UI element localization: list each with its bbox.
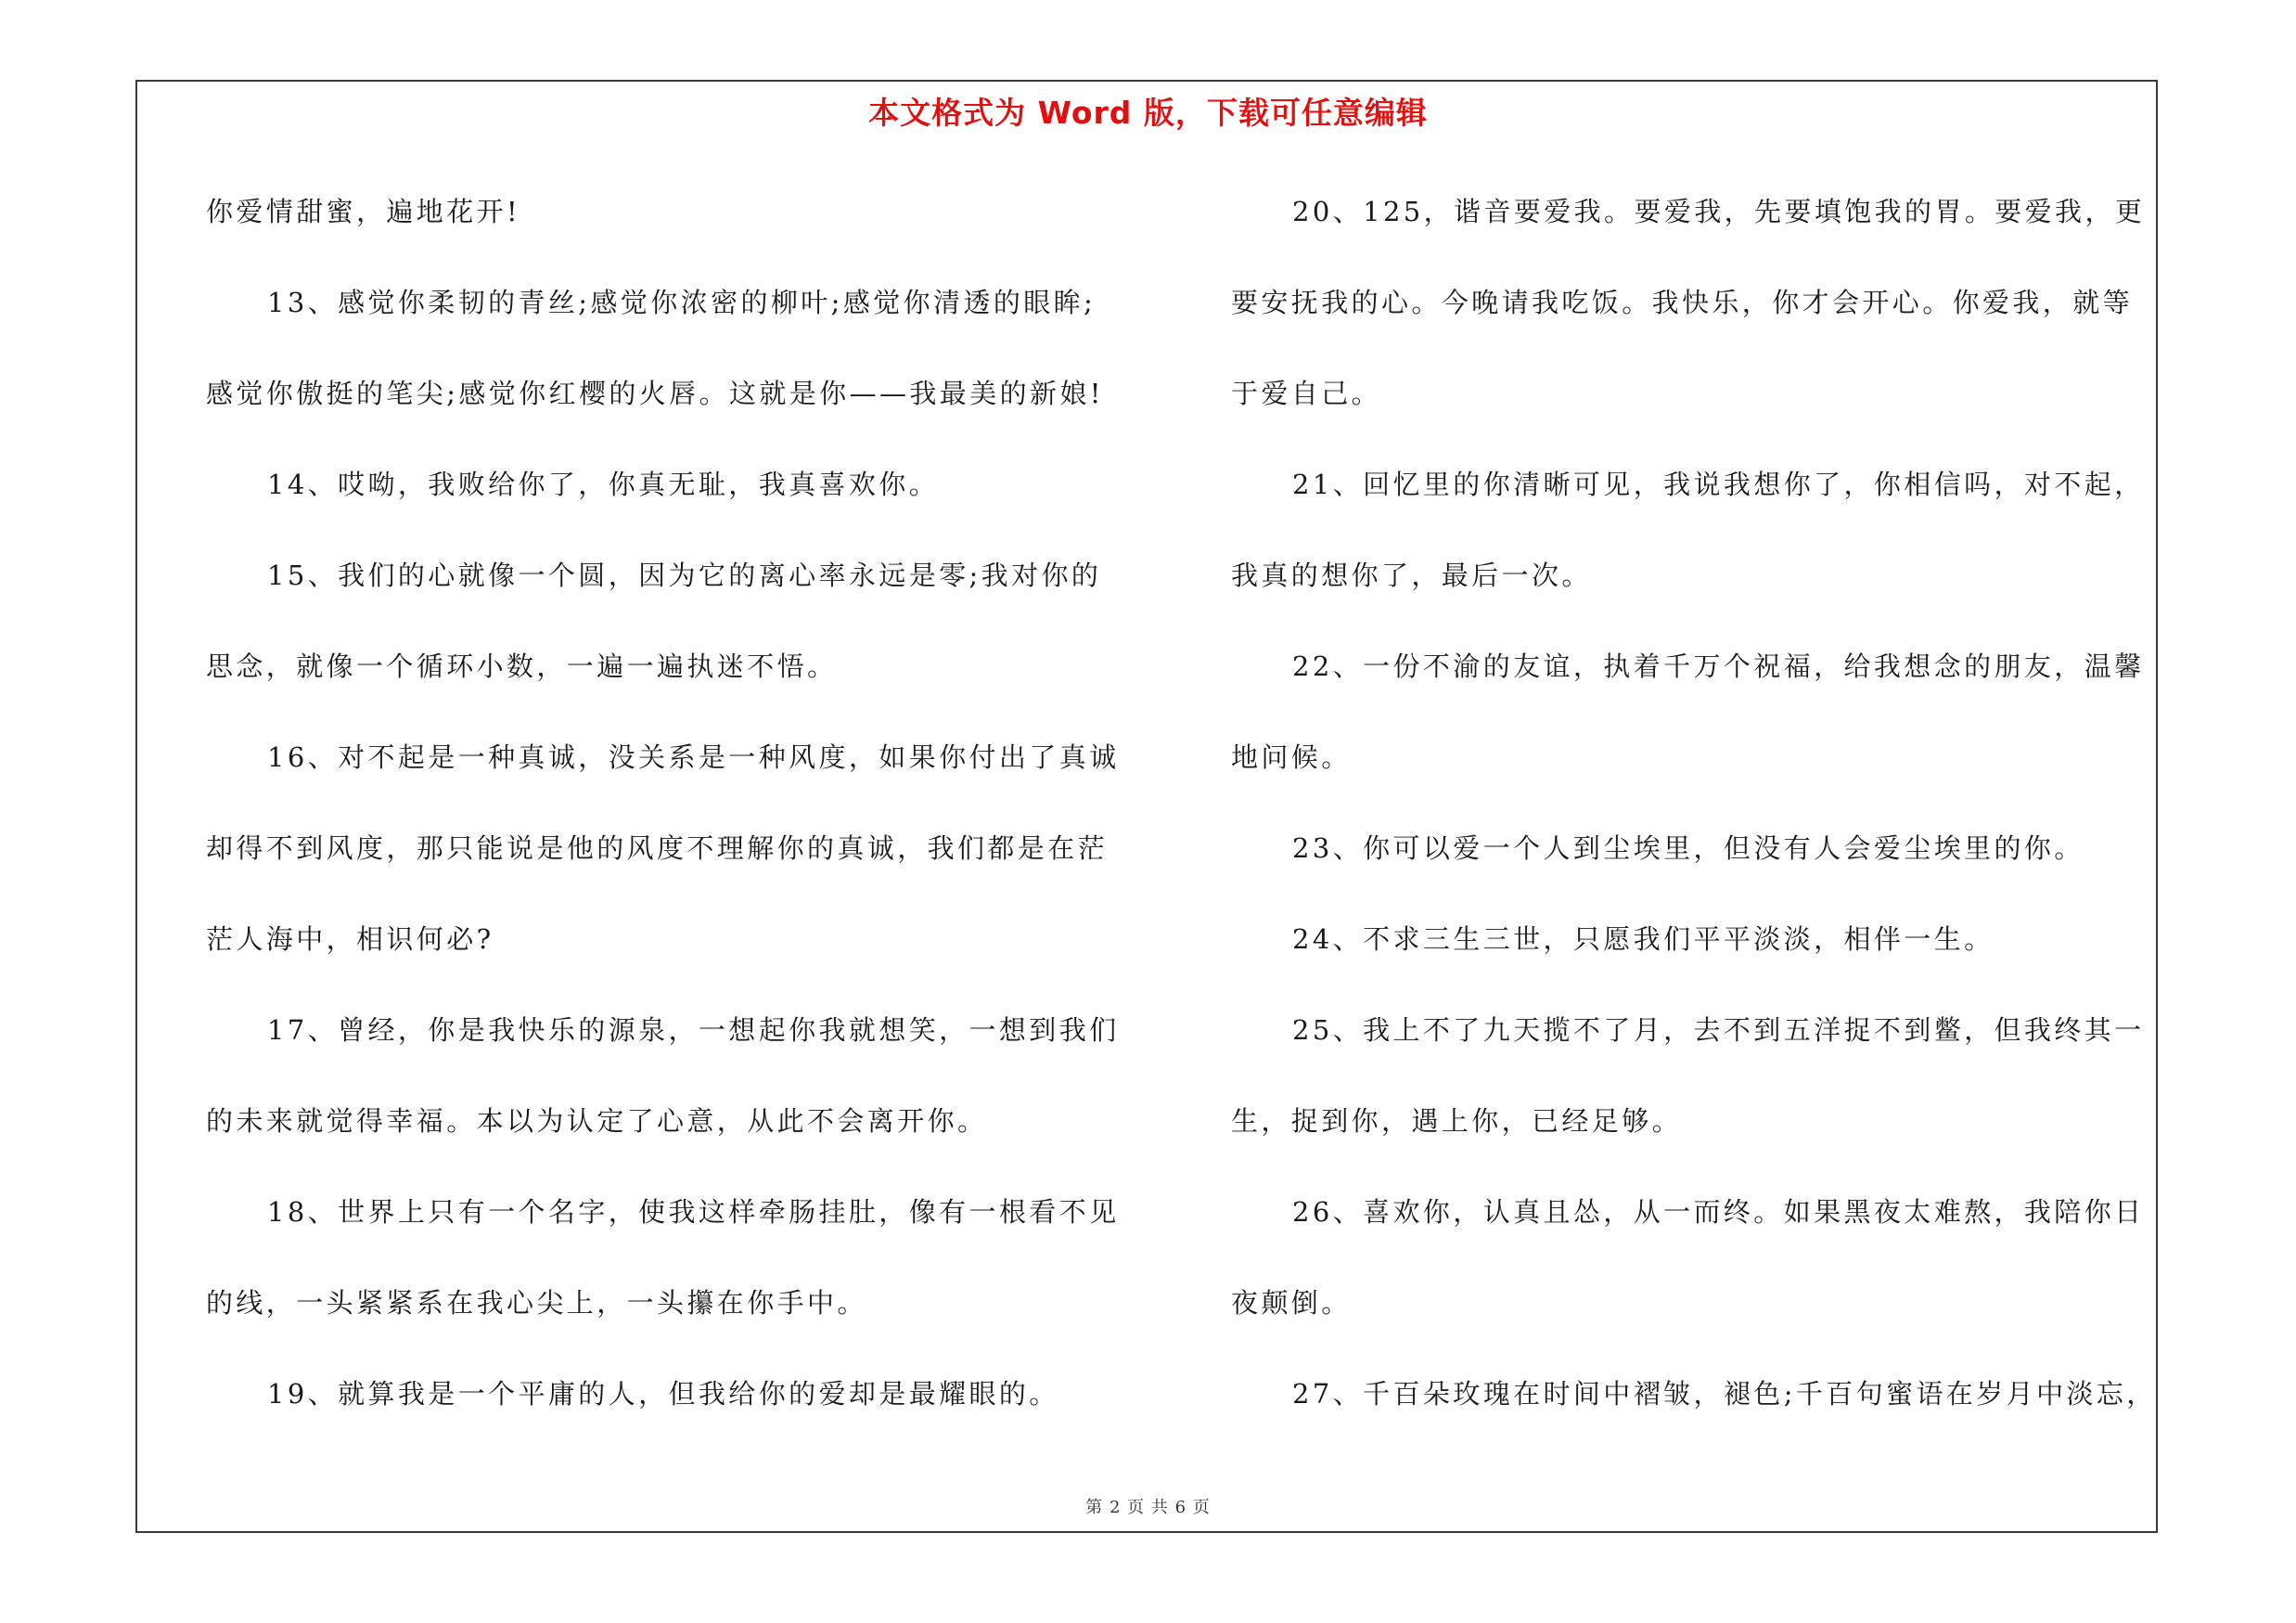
right-column-line: 地问候。 [1231, 741, 1352, 773]
right-column-line: 生，捉到你，遇上你，已经足够。 [1231, 1105, 1683, 1137]
page-number-footer: 第 2 页 共 6 页 [1085, 1498, 1211, 1517]
left-column-line: 15、我们的心就像一个圆，因为它的离心率永远是零;我对你的 [267, 560, 1102, 591]
left-column-line: 你爱情甜蜜，遍地花开! [206, 196, 521, 227]
right-column-line: 夜颠倒。 [1231, 1287, 1352, 1319]
right-column-line: 20、125，谐音要爱我。要爱我，先要填饱我的胃。要爱我，更 [1292, 196, 2146, 227]
left-column-line: 19、就算我是一个平庸的人，但我给你的爱却是最耀眼的。 [267, 1378, 1059, 1410]
left-column-line: 思念，就像一个循环小数，一遍一遍执迷不悟。 [206, 650, 838, 682]
left-column-line: 感觉你傲挺的笔尖;感觉你红樱的火唇。这就是你——我最美的新娘! [206, 378, 1104, 409]
left-column-line: 的线，一头紧紧系在我心尖上，一头攥在你手中。 [206, 1287, 867, 1319]
right-column-line: 要安抚我的心。今晚请我吃饭。我快乐，你才会开心。你爱我，就等 [1231, 287, 2134, 318]
right-column-line: 于爱自己。 [1231, 378, 1382, 409]
right-column-line: 26、喜欢你，认真且怂，从一而终。如果黑夜太难熬，我陪你日 [1292, 1196, 2145, 1228]
right-column-line: 27、千百朵玫瑰在时间中褶皱，褪色;千百句蜜语在岁月中淡忘， [1292, 1378, 2157, 1410]
right-column-line: 21、回忆里的你清晰可见，我说我想你了，你相信吗，对不起， [1292, 469, 2145, 500]
format-notice-banner: 本文格式为 Word 版，下载可任意编辑 [868, 95, 1428, 131]
right-text-column [1231, 186, 2168, 1459]
right-column-line: 22、一份不渝的友谊，执着千万个祝福，给我想念的朋友，温馨 [1292, 650, 2145, 682]
right-column-line: 25、我上不了九天揽不了月，去不到五洋捉不到鳖，但我终其一 [1292, 1014, 2145, 1046]
left-column-line: 却得不到风度，那只能说是他的风度不理解你的真诚，我们都是在茫 [206, 832, 1109, 864]
right-column-line: 我真的想你了，最后一次。 [1231, 560, 1592, 591]
left-column-line: 13、感觉你柔韧的青丝;感觉你浓密的柳叶;感觉你清透的眼眸; [267, 287, 1097, 318]
left-column-line: 18、世界上只有一个名字，使我这样牵肠挂肚，像有一根看不见 [267, 1196, 1120, 1228]
left-column-line: 16、对不起是一种真诚，没关系是一种风度，如果你付出了真诚 [267, 741, 1120, 773]
left-column-line: 茫人海中，相识何必? [206, 923, 494, 955]
left-text-column [206, 186, 1134, 1459]
left-column-line: 14、哎呦，我败给你了，你真无耻，我真喜欢你。 [267, 469, 940, 500]
left-column-line: 的未来就觉得幸福。本以为认定了心意，从此不会离开你。 [206, 1105, 988, 1137]
left-column-line: 17、曾经，你是我快乐的源泉，一想起你我就想笑，一想到我们 [267, 1014, 1120, 1046]
right-column-line: 23、你可以爱一个人到尘埃里，但没有人会爱尘埃里的你。 [1292, 832, 2084, 864]
right-column-line: 24、不求三生三世，只愿我们平平淡淡，相伴一生。 [1292, 923, 1995, 955]
